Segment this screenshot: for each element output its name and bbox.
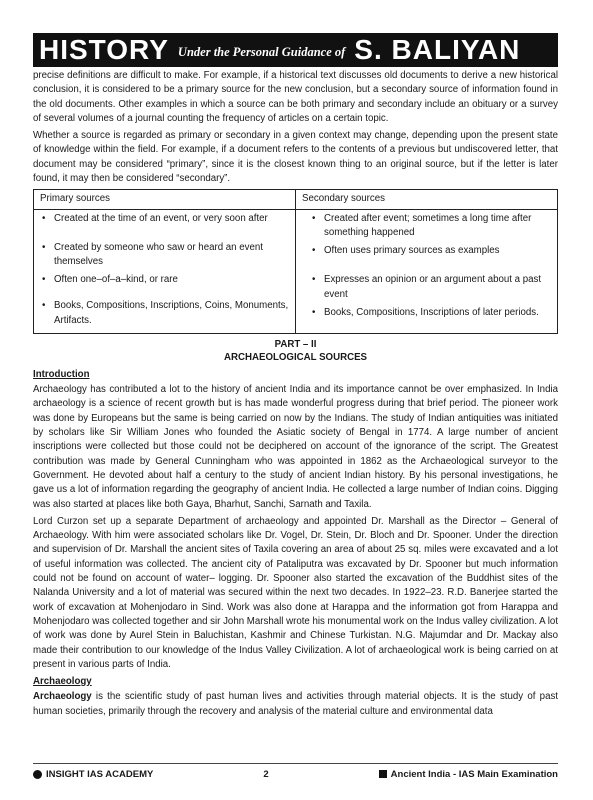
paragraph-2: Whether a source is regarded as primary or secondary in a given context may change, depending upon the present state of knowledge within the field. For example, if a document refers to the contents of a previous but undiscovered letter, that document may be considered “primary”, since it is the closest known thing to an original source, but if the letter is later found, it may then be considered “secondary”. — [33, 130, 558, 185]
archaeology-term: Archaeology — [33, 691, 92, 703]
list-item: • Often uses primary sources as examples — [316, 244, 551, 269]
list-item: • Created at the time of an event, or very soon after — [54, 212, 289, 237]
academy-logo-icon — [33, 770, 42, 779]
sources-table — [33, 189, 558, 333]
list-item: • Created after event; sometimes a long time after something happened — [316, 212, 551, 241]
list-item: • Expresses an opinion or an argument about a past event — [316, 273, 551, 302]
header-title: HISTORY — [39, 34, 169, 65]
header-author: S. BALIYAN — [354, 34, 521, 65]
list-item: • Books, Compositions, Inscriptions, Coins, Monuments, Artifacts. — [54, 299, 289, 328]
part-label: PART – II — [274, 338, 317, 350]
list-item: • Often one–of–a–kind, or rare — [54, 273, 289, 295]
archaeology-heading: Archaeology — [33, 676, 92, 688]
primary-sources-header: Primary sources — [34, 190, 296, 209]
page-content — [33, 69, 558, 722]
introduction-heading: Introduction — [33, 368, 90, 380]
paragraph-1: precise definitions are difficult to make. For example, if a historical text discusses old documents to derive a new historical conclusion, it is considered to be a primary source for the new conclusion, but a secondary source of information found in the old documents. Other examples in which a source can be both primary and secondary include an obituary or a survey of several volumes of a journal counting the frequency of articles on a certain topic. — [33, 70, 558, 124]
introduction-paragraph-1: Archaeology has contributed a lot to the history of ancient India and its importance cannot be over emphasized. In India archaeology is a science of recent growth but is has made wonderful progress during that brief period. The pioneer work was done by Europeans but the same is being carried on now by the Indians. The study of Indian antiquities was initiated by scholars like Sir William Jones who founded the Asiatic society of Bengal in 1774. A large number of ancient inscriptions were collected but those could not be deciphered on account of the ignorance of the script. The Greatest contribution was made by General Cunningham who was appointed in 1862 as the Archaeological surveyor to the Government. He devoted about half a century to the study of ancient Indian history. By his personal investigations, he gave us a lot of information regarding the geography of ancient India. He collected a large number of Indian coins. Digging was also started at places like both Gaya, Bharhut, Sanchi, Sarnath and Taxila. — [33, 384, 558, 510]
part-title: ARCHAEOLOGICAL SOURCES — [224, 351, 367, 363]
secondary-sources-list — [302, 212, 551, 331]
list-item: • Created by someone who saw or heard an event themselves — [54, 241, 289, 270]
header-subtitle: Under the Personal Guidance of — [177, 44, 346, 59]
footer-academy: INSIGHT IAS ACADEMY — [46, 768, 154, 780]
square-bullet-icon — [379, 770, 387, 778]
primary-sources-list — [40, 212, 289, 328]
part-heading — [33, 338, 558, 364]
page-footer — [33, 763, 558, 782]
introduction-paragraph-2: Lord Curzon set up a separate Department of archaeology and appointed Dr. Marshall as the Director – General of Archaeology. With him were associated scholars like Dr. Vogel, Dr. Stein, Dr. Bloch and Dr. Spooner. Under the direction and supervision of Dr. Marshall the ancient sites of Taxila covering an area of about 25 sq. miles were excavated and a lot of useful information was collected. The ancient city of Pataliputra was excavated by Dr. Spooner but much information could not be found on account of water– logging. Dr. Spooner also started the excavation of the Buddhist sites of the Nalanda University and a lot of material was secured within the next two decades. In 1922–23. R.D. Banerjee started the work of excavation at Mohenjodaro in Sind. Work was also done at Harappa and the information got from Harappa and Mohenjodaro was collected together and sir John Marshall wrote his monumental work on the Indus valley civilization. A lot of work was done by Aurel Stein in Baluchistan, Kashmir and Chinese Turkistan. N.G. Majumdar and Dr. Mackay also made their contribution to our knowledge of the Indus Valley Civilization. A lot of archaeological work is being carried on at present in various parts of India. — [33, 515, 559, 670]
footer-book-title: Ancient India - IAS Main Examination — [390, 768, 558, 780]
archaeology-text: is the scientific study of past human lives and activities through material objects. It is the study of past human societies, primarily through the recovery and analysis of the material culture and environmental data — [33, 691, 558, 717]
secondary-sources-header: Secondary sources — [296, 190, 558, 209]
archaeology-paragraph — [33, 690, 558, 719]
page-header-banner — [33, 33, 558, 67]
page-number: 2 — [263, 768, 269, 780]
list-item: • Books, Compositions, Inscriptions of later periods. — [316, 306, 551, 331]
